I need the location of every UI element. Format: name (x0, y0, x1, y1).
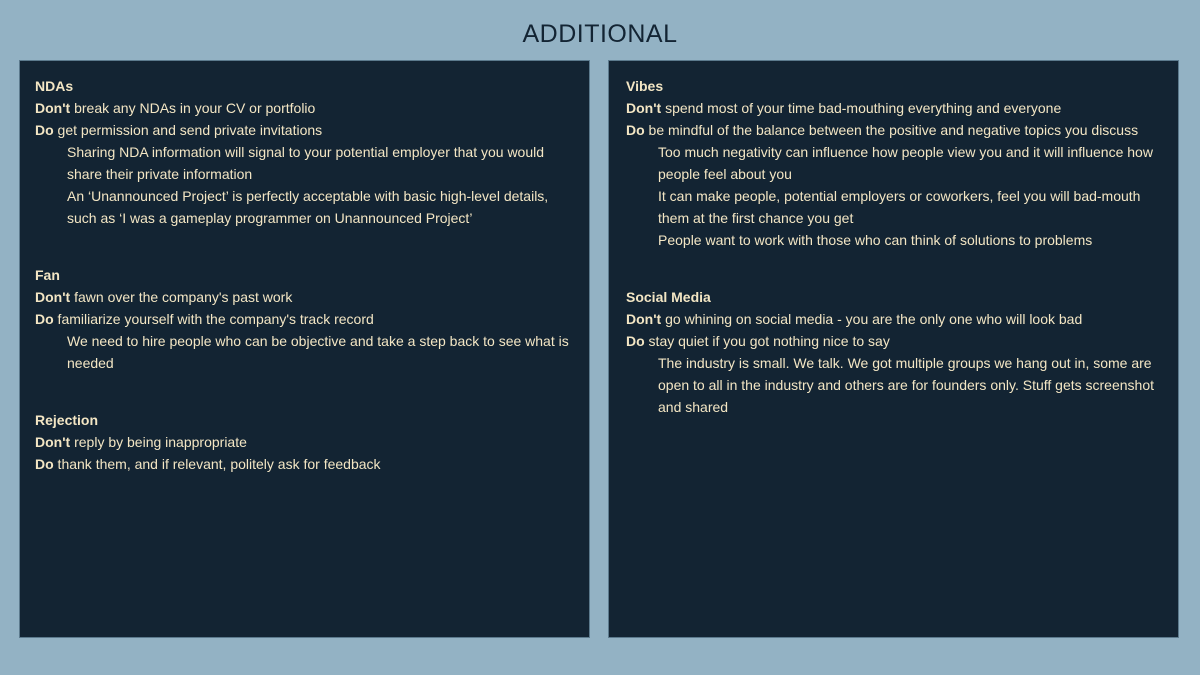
do-text: get permission and send private invitations (53, 122, 323, 138)
do-rule (626, 330, 1166, 352)
subpoint-list (35, 141, 575, 229)
dont-rule (35, 97, 575, 119)
do-rule (35, 119, 575, 141)
dont-keyword: Don't (35, 100, 71, 116)
section-vibes (626, 75, 1166, 251)
dont-text: break any NDAs in your CV or portfolio (70, 100, 316, 116)
page-title: ADDITIONAL (522, 20, 678, 48)
subpoint-list (626, 141, 1166, 251)
do-text: stay quiet if you got nothing nice to say (644, 333, 890, 349)
dont-keyword: Don't (35, 434, 71, 450)
dont-rule (626, 97, 1166, 119)
do-keyword: Do (626, 122, 645, 138)
section-heading: Rejection (35, 412, 99, 428)
subpoint: It can make people, potential employers or coworkers, feel you will bad-mouth them at the first chance you get (658, 188, 1141, 226)
do-keyword: Do (35, 311, 54, 327)
subpoint-list (626, 352, 1166, 418)
dont-keyword: Don't (626, 100, 662, 116)
section-heading: Vibes (626, 78, 664, 94)
do-keyword: Do (35, 456, 54, 472)
dont-rule (35, 286, 575, 308)
right-panel (608, 60, 1179, 638)
do-keyword: Do (35, 122, 54, 138)
subpoint: People want to work with those who can think of solutions to problems (658, 232, 1093, 248)
dont-text: fawn over the company's past work (70, 289, 293, 305)
subpoint: Sharing NDA information will signal to your potential employer that you would share their private information (67, 144, 545, 182)
subpoint: We need to hire people who can be objective and take a step back to see what is needed (67, 333, 569, 371)
subpoint: The industry is small. We talk. We got multiple groups we hang out in, some are open to all in the industry and others are for founders only. Stuff gets screenshot and shared (658, 355, 1155, 415)
subpoint: Too much negativity can influence how people view you and it will influence how people feel about you (658, 144, 1153, 182)
do-rule (626, 119, 1166, 141)
dont-rule (626, 308, 1166, 330)
section-ndas (35, 75, 575, 229)
dont-text: reply by being inappropriate (70, 434, 247, 450)
dont-keyword: Don't (35, 289, 71, 305)
subpoint-list (35, 330, 575, 374)
dont-keyword: Don't (626, 311, 662, 327)
section-heading: Fan (35, 267, 60, 283)
section-rejection (35, 409, 575, 475)
do-rule (35, 308, 575, 330)
subpoint: An ‘Unannounced Project’ is perfectly acceptable with basic high-level details, such as ‘I was a gameplay programmer on Unannounced Project’ (67, 188, 549, 226)
do-rule (35, 453, 575, 475)
do-text: be mindful of the balance between the positive and negative topics you discuss (644, 122, 1139, 138)
dont-text: go whining on social media - you are the only one who will look bad (661, 311, 1083, 327)
section-heading: Social Media (626, 289, 711, 305)
dont-rule (35, 431, 575, 453)
section-heading: NDAs (35, 78, 74, 94)
section-fan (35, 264, 575, 374)
do-text: thank them, and if relevant, politely ask for feedback (53, 456, 381, 472)
dont-text: spend most of your time bad-mouthing everything and everyone (661, 100, 1062, 116)
do-keyword: Do (626, 333, 645, 349)
do-text: familiarize yourself with the company's track record (53, 311, 374, 327)
section-social-media (626, 286, 1166, 418)
left-panel (19, 60, 590, 638)
